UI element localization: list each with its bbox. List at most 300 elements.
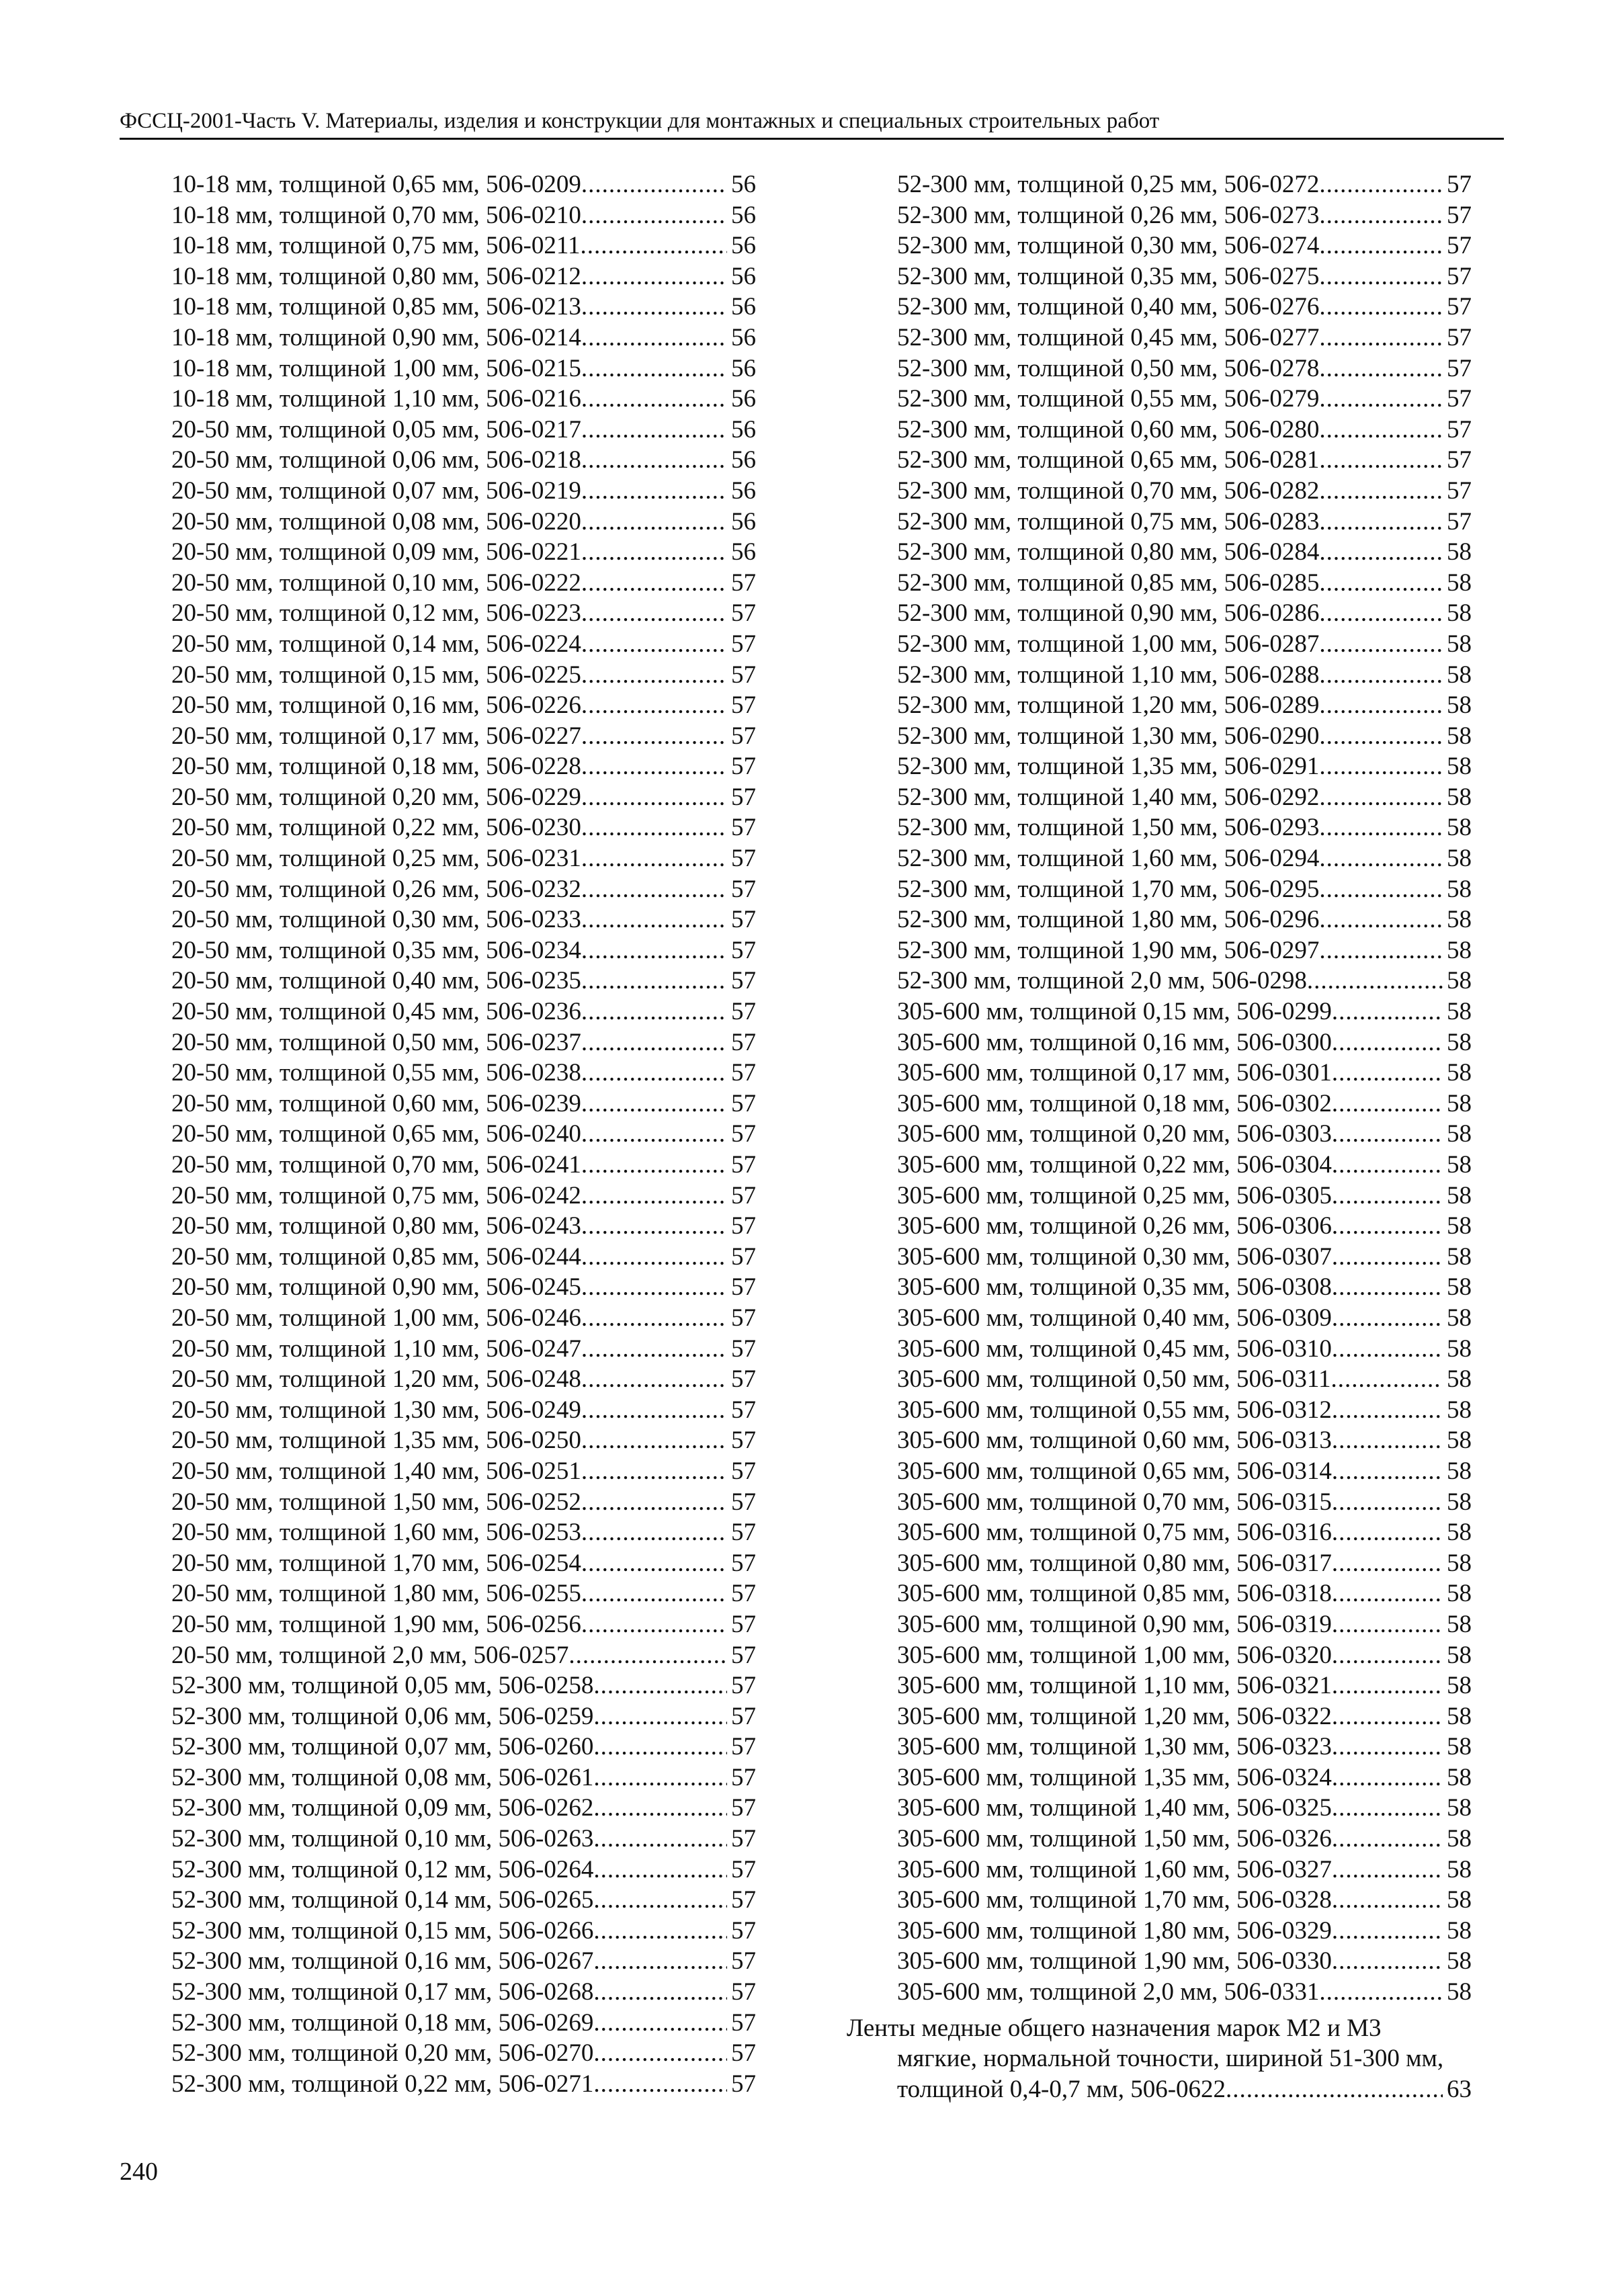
entry-page: 57 — [731, 1702, 756, 1730]
entry-text: 20-50 мм, толщиной 0,12 мм, 506-0223 — [171, 599, 581, 628]
dot-leader — [1332, 1578, 1443, 1609]
entry-text: 52-300 мм, толщиной 1,60 мм, 506-0294 — [897, 845, 1320, 873]
dot-leader — [581, 445, 727, 476]
running-header: ФССЦ-2001-Часть V. Материалы, изделия и конструкции для монтажных и специальных строительных работ — [120, 109, 1160, 133]
entry-text: 52-300 мм, толщиной 0,08 мм, 506-0261 — [171, 1763, 594, 1791]
dot-leader — [593, 1977, 727, 2008]
index-entry — [171, 1364, 756, 1395]
index-entry — [897, 1425, 1472, 1456]
entry-page: 57 — [731, 1242, 756, 1271]
dot-leader — [581, 1058, 727, 1089]
index-entry — [171, 1517, 756, 1548]
dot-leader — [1332, 1670, 1443, 1701]
entry-page: 58 — [1447, 967, 1472, 995]
entry-text: 20-50 мм, толщиной 0,35 мм, 506-0234 — [171, 936, 581, 964]
dot-leader — [1332, 1946, 1443, 1977]
index-entry — [897, 507, 1472, 538]
entry-page: 58 — [1447, 753, 1472, 781]
entry-page: 57 — [731, 1181, 756, 1209]
entry-text: 52-300 мм, толщиной 0,05 мм, 506-0258 — [171, 1672, 594, 1700]
entry-page: 57 — [731, 1151, 756, 1179]
entry-page: 58 — [1447, 875, 1472, 903]
index-entry — [897, 1303, 1472, 1334]
index-entry — [171, 1701, 756, 1732]
dot-leader — [581, 415, 727, 445]
entry-page: 58 — [1447, 1763, 1472, 1791]
index-entry — [897, 1027, 1472, 1058]
entry-text: 52-300 мм, толщиной 0,50 мм, 506-0278 — [897, 354, 1320, 382]
entry-text: 52-300 мм, толщиной 0,35 мм, 506-0275 — [897, 262, 1320, 290]
dot-leader — [1319, 537, 1443, 568]
index-entry — [897, 1548, 1472, 1579]
dot-leader — [1332, 1793, 1443, 1824]
entry-page: 57 — [731, 1947, 756, 1975]
entry-text: 305-600 мм, толщиной 0,15 мм, 506-0299 — [897, 998, 1332, 1026]
entry-text: 305-600 мм, толщиной 1,40 мм, 506-0325 — [897, 1794, 1332, 1822]
index-entry — [897, 1242, 1472, 1273]
index-entry — [897, 353, 1472, 384]
entry-page: 57 — [1447, 507, 1472, 536]
entry-text: 52-300 мм, толщиной 0,80 мм, 506-0284 — [897, 538, 1320, 566]
index-entry — [171, 782, 756, 813]
entry-page: 57 — [731, 1978, 756, 2006]
entry-page: 57 — [731, 568, 756, 597]
index-entry — [897, 384, 1472, 415]
entry-page: 57 — [731, 2008, 756, 2037]
index-entry — [171, 323, 756, 353]
entry-text: 305-600 мм, толщиной 1,35 мм, 506-0324 — [897, 1763, 1332, 1791]
entry-page: 57 — [731, 1396, 756, 1424]
entry-page: 58 — [1447, 1733, 1472, 1761]
entry-page: 57 — [1447, 476, 1472, 505]
entry-text: 20-50 мм, толщиной 1,00 мм, 506-0246 — [171, 1304, 581, 1332]
dot-leader — [1330, 1364, 1443, 1395]
entry-text: 52-300 мм, толщиной 0,45 мм, 506-0277 — [897, 323, 1320, 351]
dot-leader — [1319, 476, 1443, 507]
index-entry — [171, 1181, 756, 1211]
dot-leader — [581, 476, 727, 507]
dot-leader — [593, 1824, 727, 1855]
dot-leader — [1332, 1548, 1443, 1579]
entry-text: 305-600 мм, толщиной 0,22 мм, 506-0304 — [897, 1151, 1332, 1179]
entry-text: 52-300 мм, толщиной 0,07 мм, 506-0260 — [171, 1733, 594, 1761]
entry-page: 57 — [731, 967, 756, 995]
entry-page: 57 — [731, 722, 756, 750]
dot-leader — [1332, 1119, 1443, 1150]
index-entry — [171, 2008, 756, 2039]
entry-text: 20-50 мм, толщиной 0,45 мм, 506-0236 — [171, 998, 581, 1026]
entry-page: 57 — [731, 1059, 756, 1087]
entry-text: 10-18 мм, толщиной 0,65 мм, 506-0209 — [171, 171, 581, 198]
dot-leader — [1332, 996, 1443, 1027]
entry-text: 305-600 мм, толщиной 0,60 мм, 506-0313 — [897, 1427, 1332, 1455]
entry-page: 58 — [1447, 1242, 1472, 1271]
dot-leader — [593, 2069, 727, 2100]
index-entry — [171, 292, 756, 323]
dot-leader — [1319, 874, 1443, 905]
entry-page: 58 — [1447, 1488, 1472, 1516]
entry-text: 20-50 мм, толщиной 1,35 мм, 506-0250 — [171, 1427, 581, 1455]
dot-leader — [1319, 812, 1443, 843]
index-entry — [171, 476, 756, 507]
entry-text: 305-600 мм, толщиной 0,16 мм, 506-0300 — [897, 1028, 1332, 1056]
index-entry — [897, 1517, 1472, 1548]
index-entry — [171, 1885, 756, 1916]
entry-text: 305-600 мм, толщиной 0,85 мм, 506-0318 — [897, 1580, 1332, 1608]
dot-leader — [1332, 1058, 1443, 1089]
index-entry — [897, 568, 1472, 599]
entry-text: 20-50 мм, толщиной 0,75 мм, 506-0242 — [171, 1181, 581, 1209]
dot-leader — [581, 1211, 727, 1242]
dot-leader — [581, 384, 727, 415]
entry-text: 20-50 мм, толщиной 1,50 мм, 506-0252 — [171, 1488, 581, 1516]
dot-leader — [581, 1456, 727, 1487]
entry-text: 52-300 мм, толщиной 0,40 мм, 506-0276 — [897, 293, 1320, 321]
index-entry — [171, 1242, 756, 1273]
index-entry — [897, 874, 1472, 905]
entry-text: 20-50 мм, толщиной 0,50 мм, 506-0237 — [171, 1028, 581, 1056]
dot-leader — [581, 1517, 727, 1548]
dot-leader — [1319, 660, 1443, 691]
entry-page: 58 — [1447, 1886, 1472, 1914]
dot-leader — [1319, 230, 1443, 261]
index-entry — [171, 261, 756, 292]
dot-leader — [1332, 1027, 1443, 1058]
dot-leader — [581, 812, 727, 843]
index-entry — [897, 1487, 1472, 1518]
index-entry — [171, 1609, 756, 1640]
index-entry — [897, 323, 1472, 353]
index-entry — [897, 476, 1472, 507]
index-entry — [171, 1487, 756, 1518]
entry-page: 56 — [731, 262, 756, 290]
dot-leader — [581, 1334, 727, 1365]
entry-page: 58 — [1447, 568, 1472, 597]
index-entry — [897, 660, 1472, 691]
dot-leader — [1332, 1609, 1443, 1640]
dot-leader — [581, 507, 727, 538]
entry-text: 20-50 мм, толщиной 0,80 мм, 506-0243 — [171, 1212, 581, 1240]
entry-text: 52-300 мм, толщиной 0,12 мм, 506-0264 — [171, 1855, 594, 1883]
entry-text: 305-600 мм, толщиной 0,55 мм, 506-0312 — [897, 1396, 1332, 1424]
dot-leader — [581, 660, 727, 691]
dot-leader — [581, 1425, 727, 1456]
index-entry — [171, 966, 756, 996]
entry-page: 57 — [731, 2039, 756, 2068]
entry-page: 57 — [1447, 201, 1472, 229]
entry-page: 57 — [731, 1488, 756, 1516]
entry-page: 58 — [1447, 1580, 1472, 1608]
index-entry — [897, 1762, 1472, 1793]
dot-leader — [1332, 1211, 1443, 1242]
entry-text: 305-600 мм, толщиной 0,30 мм, 506-0307 — [897, 1242, 1332, 1271]
index-entry — [171, 1150, 756, 1181]
dot-leader — [581, 1395, 727, 1426]
entry-page: 58 — [1447, 783, 1472, 811]
entry-page: 57 — [731, 783, 756, 811]
dot-leader — [1332, 1517, 1443, 1548]
entry-text: 20-50 мм, толщиной 1,20 мм, 506-0248 — [171, 1365, 581, 1394]
index-entry — [171, 721, 756, 752]
dot-leader — [1332, 1334, 1443, 1365]
entry-text: 52-300 мм, толщиной 0,18 мм, 506-0269 — [171, 2008, 594, 2037]
index-entry — [897, 1272, 1472, 1303]
entry-page: 57 — [731, 1886, 756, 1914]
entry-text: толщиной 0,4-0,7 мм, 506-0622 — [897, 2075, 1226, 2103]
entry-text: 20-50 мм, толщиной 0,20 мм, 506-0229 — [171, 783, 581, 811]
index-entry — [171, 568, 756, 599]
index-entry — [897, 1701, 1472, 1732]
entry-page: 57 — [731, 1120, 756, 1148]
index-entry — [897, 1946, 1472, 1977]
entry-page: 57 — [731, 1641, 756, 1669]
entry-page: 58 — [1447, 630, 1472, 658]
dot-leader — [1332, 1395, 1443, 1426]
entry-page: 58 — [1447, 1794, 1472, 1822]
entry-page: 57 — [731, 1610, 756, 1638]
entry-page: 57 — [731, 1549, 756, 1577]
dot-leader — [1319, 843, 1443, 874]
entry-text: 52-300 мм, толщиной 0,15 мм, 506-0266 — [171, 1916, 594, 1945]
entry-page: 58 — [1447, 1947, 1472, 1975]
entry-page: 56 — [731, 201, 756, 229]
entry-page: 57 — [731, 1916, 756, 1945]
entry-text: 20-50 мм, толщиной 0,06 мм, 506-0218 — [171, 446, 581, 474]
entry-text: 20-50 мм, толщиной 1,80 мм, 506-0255 — [171, 1580, 581, 1608]
entry-text: 10-18 мм, толщиной 0,80 мм, 506-0212 — [171, 262, 581, 290]
entry-page: 57 — [731, 1763, 756, 1791]
index-entry — [171, 415, 756, 445]
index-entry — [171, 1119, 756, 1150]
entry-page: 58 — [1447, 661, 1472, 689]
index-entry — [897, 1640, 1472, 1671]
entry-text: 52-300 мм, толщиной 1,90 мм, 506-0297 — [897, 936, 1320, 964]
index-entry — [171, 230, 756, 261]
index-column-right-entries — [897, 169, 1472, 2008]
dot-leader — [1332, 1885, 1443, 1916]
entry-text: 20-50 мм, толщиной 0,26 мм, 506-0232 — [171, 875, 581, 903]
index-entry — [897, 537, 1472, 568]
dot-leader — [593, 1732, 727, 1762]
index-entry — [171, 507, 756, 538]
index-entry — [897, 1855, 1472, 1885]
entry-text: 305-600 мм, толщиной 0,75 мм, 506-0316 — [897, 1519, 1332, 1547]
index-entry — [171, 1211, 756, 1242]
index-entry — [897, 1119, 1472, 1150]
dot-leader — [581, 1119, 727, 1150]
index-entry — [171, 629, 756, 660]
index-entry — [171, 996, 756, 1027]
entry-page: 56 — [731, 415, 756, 443]
entry-text: 305-600 мм, толщиной 1,10 мм, 506-0321 — [897, 1672, 1332, 1700]
index-entry — [897, 1150, 1472, 1181]
entry-page: 57 — [731, 845, 756, 873]
entry-page: 58 — [1447, 691, 1472, 720]
entry-text: 20-50 мм, толщиной 0,30 мм, 506-0233 — [171, 906, 581, 934]
index-entry — [897, 1609, 1472, 1640]
entry-text: 305-600 мм, толщиной 0,80 мм, 506-0317 — [897, 1549, 1332, 1577]
dot-leader — [568, 1640, 727, 1671]
dot-leader — [581, 323, 727, 353]
dot-leader — [581, 1150, 727, 1181]
dot-leader — [1332, 1089, 1443, 1119]
index-entry — [171, 812, 756, 843]
entry-page: 57 — [731, 814, 756, 842]
dot-leader — [1332, 1272, 1443, 1303]
entry-text: 52-300 мм, толщиной 0,55 мм, 506-0279 — [897, 385, 1320, 413]
index-entry — [171, 874, 756, 905]
dot-leader — [1332, 1824, 1443, 1855]
entry-text: 10-18 мм, толщиной 0,90 мм, 506-0214 — [171, 323, 581, 351]
index-entry — [171, 904, 756, 935]
entry-page: 56 — [731, 354, 756, 382]
index-entry — [897, 169, 1472, 200]
entry-text: 10-18 мм, толщиной 0,70 мм, 506-0210 — [171, 201, 581, 229]
entry-text: 52-300 мм, толщиной 0,70 мм, 506-0282 — [897, 476, 1320, 505]
dot-leader — [581, 874, 727, 905]
entry-page: 58 — [1447, 814, 1472, 842]
entry-page: 57 — [1447, 323, 1472, 351]
dot-leader — [593, 1916, 727, 1947]
index-entry — [897, 1793, 1472, 1824]
index-entry — [897, 1058, 1472, 1089]
index-entry — [897, 904, 1472, 935]
index-entry — [171, 690, 756, 721]
entry-text: 20-50 мм, толщиной 0,90 мм, 506-0245 — [171, 1273, 581, 1302]
dot-leader — [1332, 1701, 1443, 1732]
dot-leader — [1319, 415, 1443, 445]
dot-leader — [1319, 292, 1443, 323]
dot-leader — [581, 169, 727, 200]
entry-text: 52-300 мм, толщиной 0,20 мм, 506-0270 — [171, 2039, 594, 2068]
entry-page: 58 — [1447, 998, 1472, 1026]
entry-text: 20-50 мм, толщиной 0,85 мм, 506-0244 — [171, 1242, 581, 1271]
entry-page: 57 — [1447, 171, 1472, 198]
entry-page: 58 — [1447, 722, 1472, 750]
entry-text: 52-300 мм, толщиной 0,90 мм, 506-0286 — [897, 599, 1320, 628]
dot-leader — [1319, 261, 1443, 292]
entry-text: 20-50 мм, толщиной 0,70 мм, 506-0241 — [171, 1151, 581, 1179]
entry-page: 58 — [1447, 936, 1472, 964]
index-entry — [171, 537, 756, 568]
index-entry — [897, 782, 1472, 813]
entry-text: 20-50 мм, толщиной 0,14 мм, 506-0224 — [171, 630, 581, 658]
entry-text: 10-18 мм, толщиной 0,75 мм, 506-0211 — [171, 232, 581, 260]
dot-leader — [1332, 1181, 1443, 1211]
entry-text: 305-600 мм, толщиной 1,00 мм, 506-0320 — [897, 1641, 1332, 1669]
entry-page: 56 — [731, 232, 756, 260]
entry-page: 57 — [1447, 385, 1472, 413]
dot-leader — [1319, 782, 1443, 813]
index-entry — [897, 1916, 1472, 1947]
entry-page: 58 — [1447, 1702, 1472, 1730]
entry-page: 58 — [1447, 1028, 1472, 1056]
entry-page: 57 — [731, 1028, 756, 1056]
entry-text: 52-300 мм, толщиной 1,50 мм, 506-0293 — [897, 814, 1320, 842]
entry-text: 52-300 мм, толщиной 1,35 мм, 506-0291 — [897, 753, 1320, 781]
entry-text: 52-300 мм, толщиной 0,10 мм, 506-0263 — [171, 1825, 594, 1853]
dot-leader — [581, 966, 727, 996]
dot-leader — [581, 690, 727, 721]
index-entry — [897, 843, 1472, 874]
index-entry — [171, 445, 756, 476]
index-entry — [171, 1640, 756, 1671]
index-entry — [897, 445, 1472, 476]
dot-leader — [1332, 1916, 1443, 1947]
entry-page: 57 — [731, 906, 756, 934]
entry-text: 52-300 мм, толщиной 0,26 мм, 506-0273 — [897, 201, 1320, 229]
entry-text: 52-300 мм, толщиной 0,17 мм, 506-0268 — [171, 1978, 594, 2006]
entry-text: 20-50 мм, толщиной 0,08 мм, 506-0220 — [171, 507, 581, 536]
index-entry — [171, 2069, 756, 2100]
index-entry — [897, 1395, 1472, 1426]
index-entry — [897, 1670, 1472, 1701]
entry-text: 52-300 мм, толщиной 0,16 мм, 506-0267 — [171, 1947, 594, 1975]
dot-leader — [1319, 629, 1443, 660]
entry-text: 305-600 мм, толщиной 0,25 мм, 506-0305 — [897, 1181, 1332, 1209]
index-entry — [897, 200, 1472, 231]
entry-page: 57 — [731, 599, 756, 628]
entry-page: 58 — [1447, 1610, 1472, 1638]
entry-text: 20-50 мм, толщиной 0,18 мм, 506-0228 — [171, 753, 581, 781]
entry-page: 56 — [731, 171, 756, 198]
entry-page: 57 — [731, 875, 756, 903]
index-entry — [171, 1855, 756, 1885]
entry-text: 20-50 мм, толщиной 0,65 мм, 506-0240 — [171, 1120, 581, 1148]
dot-leader — [581, 353, 727, 384]
dot-leader — [581, 1303, 727, 1334]
dot-leader — [1332, 1456, 1443, 1487]
entry-page: 57 — [731, 1672, 756, 1700]
dot-leader — [1226, 2074, 1443, 2105]
index-entry — [171, 169, 756, 200]
entry-page: 58 — [1447, 1120, 1472, 1148]
entry-page: 58 — [1447, 906, 1472, 934]
entry-text: 20-50 мм, толщиной 0,07 мм, 506-0219 — [171, 476, 581, 505]
index-entry — [171, 1027, 756, 1058]
entry-text: 20-50 мм, толщиной 0,05 мм, 506-0217 — [171, 415, 581, 443]
entry-text: 20-50 мм, толщиной 0,25 мм, 506-0231 — [171, 845, 581, 873]
index-entry — [897, 690, 1472, 721]
entry-page: 56 — [731, 476, 756, 505]
header-rule — [120, 138, 1504, 140]
index-entry — [171, 1058, 756, 1089]
dot-leader — [1319, 568, 1443, 599]
entry-page: 58 — [1447, 1825, 1472, 1853]
index-entry — [171, 1946, 756, 1977]
index-entry — [897, 1885, 1472, 1916]
index-entry — [897, 996, 1472, 1027]
entry-text: 52-300 мм, толщиной 0,60 мм, 506-0280 — [897, 415, 1320, 443]
dot-leader — [593, 2008, 727, 2039]
dot-leader — [581, 292, 727, 323]
entry-page: 58 — [1447, 1365, 1472, 1394]
entry-text: 305-600 мм, толщиной 0,17 мм, 506-0301 — [897, 1059, 1332, 1087]
dot-leader — [1319, 721, 1443, 752]
dot-leader — [1319, 200, 1443, 231]
page-number: 240 — [120, 2158, 158, 2186]
index-entry — [171, 1395, 756, 1426]
entry-page: 57 — [731, 1304, 756, 1332]
index-entry — [171, 353, 756, 384]
entry-page: 57 — [731, 1427, 756, 1455]
entry-page: 58 — [1447, 1212, 1472, 1240]
dot-leader — [581, 1027, 727, 1058]
entry-page: 58 — [1447, 1151, 1472, 1179]
entry-text: 52-300 мм, толщиной 1,00 мм, 506-0287 — [897, 630, 1320, 658]
index-entry — [171, 935, 756, 966]
index-entry — [171, 1824, 756, 1855]
